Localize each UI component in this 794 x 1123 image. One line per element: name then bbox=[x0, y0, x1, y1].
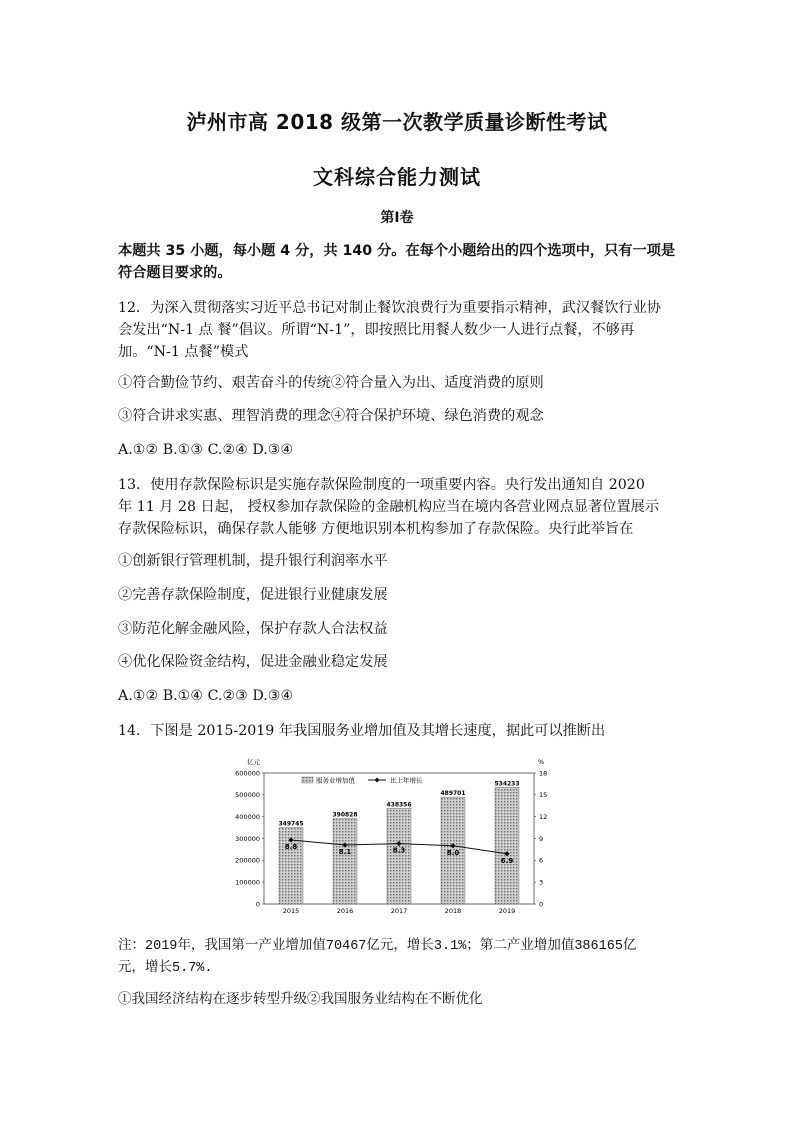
q12-line-3: 加。“N-1 点餐”模式 bbox=[118, 344, 249, 360]
left-tick-label: 100000 bbox=[235, 878, 260, 887]
q14-note-line-1: 注：2019年，我国第一产业增加值70467亿元，增长3.1%；第二产业增加值386165亿 bbox=[118, 939, 637, 954]
x-tick-label: 2019 bbox=[498, 907, 516, 915]
growth-value-label: 8.0 bbox=[446, 848, 460, 857]
exam-subtitle: 文科综合能力测试 bbox=[313, 165, 481, 189]
x-tick-label: 2016 bbox=[336, 907, 354, 915]
right-tick-label: 3 bbox=[539, 878, 544, 887]
left-tick-label: 300000 bbox=[235, 834, 260, 843]
exam-title: 泸州市高 2018 级第一次教学质量诊断性考试 bbox=[186, 110, 608, 134]
q13-option-2: ②完善存款保险制度，促进银行业健康发展 bbox=[118, 587, 388, 603]
bar-value-label: 349745 bbox=[278, 820, 304, 828]
left-axis-unit: 亿元 bbox=[247, 758, 260, 766]
q13-option-1: ①创新银行管理机制，提升银行利润率水平 bbox=[118, 553, 388, 569]
bar-value-label: 438356 bbox=[386, 801, 412, 809]
q13-line-1: 13．使用存款保险标识是实施存款保险制度的一项重要内容。央行发出通知自 2020 bbox=[118, 477, 645, 493]
q12-option-row-2: ③符合讲求实惠、理智消费的理念④符合保护环境、绿色消费的观念 bbox=[118, 408, 544, 424]
q13-option-4: ④优化保险资金结构，促进金融业稳定发展 bbox=[118, 654, 388, 670]
bar-2016 bbox=[333, 819, 357, 904]
right-axis-unit: % bbox=[538, 758, 545, 766]
x-tick-label: 2015 bbox=[282, 907, 300, 915]
left-tick-label: 400000 bbox=[235, 812, 260, 821]
q14-stem: 14．下图是 2015-2019 年我国服务业增加值及其增长速度，据此可以推断出 bbox=[118, 723, 606, 739]
right-tick-label: 9 bbox=[539, 834, 544, 843]
right-tick-label: 6 bbox=[539, 856, 544, 865]
legend-bar-label: 服务业增加值 bbox=[316, 776, 355, 785]
instructions-line-1: 本题共 35 小题，每小题 4 分，共 140 分。在每个小题给出的四个选项中，只有一项是 bbox=[118, 243, 676, 259]
bar-value-label: 534233 bbox=[494, 780, 520, 788]
x-tick-label: 2018 bbox=[444, 907, 462, 915]
bar-value-label: 390828 bbox=[332, 811, 358, 819]
q13-line-3: 存款保险标识，确保存款人能够 方便地识别本机构参加了存款保险。央行此举旨在 bbox=[118, 521, 634, 537]
q14-option-row-1: ①我国经济结构在逐步转型升级②我国服务业结构在不断优化 bbox=[118, 993, 483, 1008]
q13-choices: A.①② B.①④ C.②③ D.③④ bbox=[118, 688, 294, 704]
left-tick-label: 500000 bbox=[235, 791, 260, 800]
right-tick-label: 15 bbox=[539, 791, 548, 800]
growth-value-label: 8.8 bbox=[284, 842, 298, 851]
service-industry-chart bbox=[228, 756, 568, 920]
growth-value-label: 6.9 bbox=[500, 856, 514, 865]
section-label: 第Ⅰ卷 bbox=[380, 210, 414, 226]
instructions-line-2: 符合题目要求的。 bbox=[118, 265, 232, 281]
q12-line-1: 12．为深入贯彻落实习近平总书记对制止餐饮浪费行为重要指示精神，武汉餐饮行业协 bbox=[118, 300, 661, 316]
growth-value-label: 8.1 bbox=[338, 848, 352, 857]
legend-line-marker bbox=[375, 778, 380, 783]
legend-bar-swatch bbox=[302, 777, 313, 783]
q12-choices: A.①② B.①③ C.②④ D.③④ bbox=[118, 442, 294, 458]
left-tick-label: 200000 bbox=[235, 856, 260, 865]
bar-2017 bbox=[387, 808, 411, 904]
left-tick-label: 600000 bbox=[235, 769, 260, 778]
q13-option-3: ③防范化解金融风险，保护存款人合法权益 bbox=[118, 621, 388, 637]
right-tick-label: 12 bbox=[539, 812, 548, 821]
growth-value-label: 8.3 bbox=[392, 846, 406, 855]
legend-line-label: 比上年增长 bbox=[390, 776, 423, 785]
q12-line-2: 会发出“N-1 点 餐”倡议。所谓“N-1”，即按照比用餐人数少一人进行点餐，不够再 bbox=[118, 322, 635, 338]
right-tick-label: 18 bbox=[539, 769, 548, 778]
q12-option-row-1: ①符合勤俭节约、艰苦奋斗的传统②符合量入为出、适度消费的原则 bbox=[118, 375, 544, 391]
bar-value-label: 489701 bbox=[440, 790, 466, 798]
right-tick-label: 0 bbox=[539, 900, 544, 909]
left-tick-label: 0 bbox=[255, 900, 260, 909]
q13-line-2: 年 11 月 28 日起， 授权参加存款保险的金融机构应当在境内各营业网点显著位置展示 bbox=[118, 499, 660, 515]
bar-2019 bbox=[495, 787, 519, 904]
q14-note-line-2: 元，增长5.7%. bbox=[118, 961, 213, 976]
x-tick-label: 2017 bbox=[390, 907, 408, 915]
